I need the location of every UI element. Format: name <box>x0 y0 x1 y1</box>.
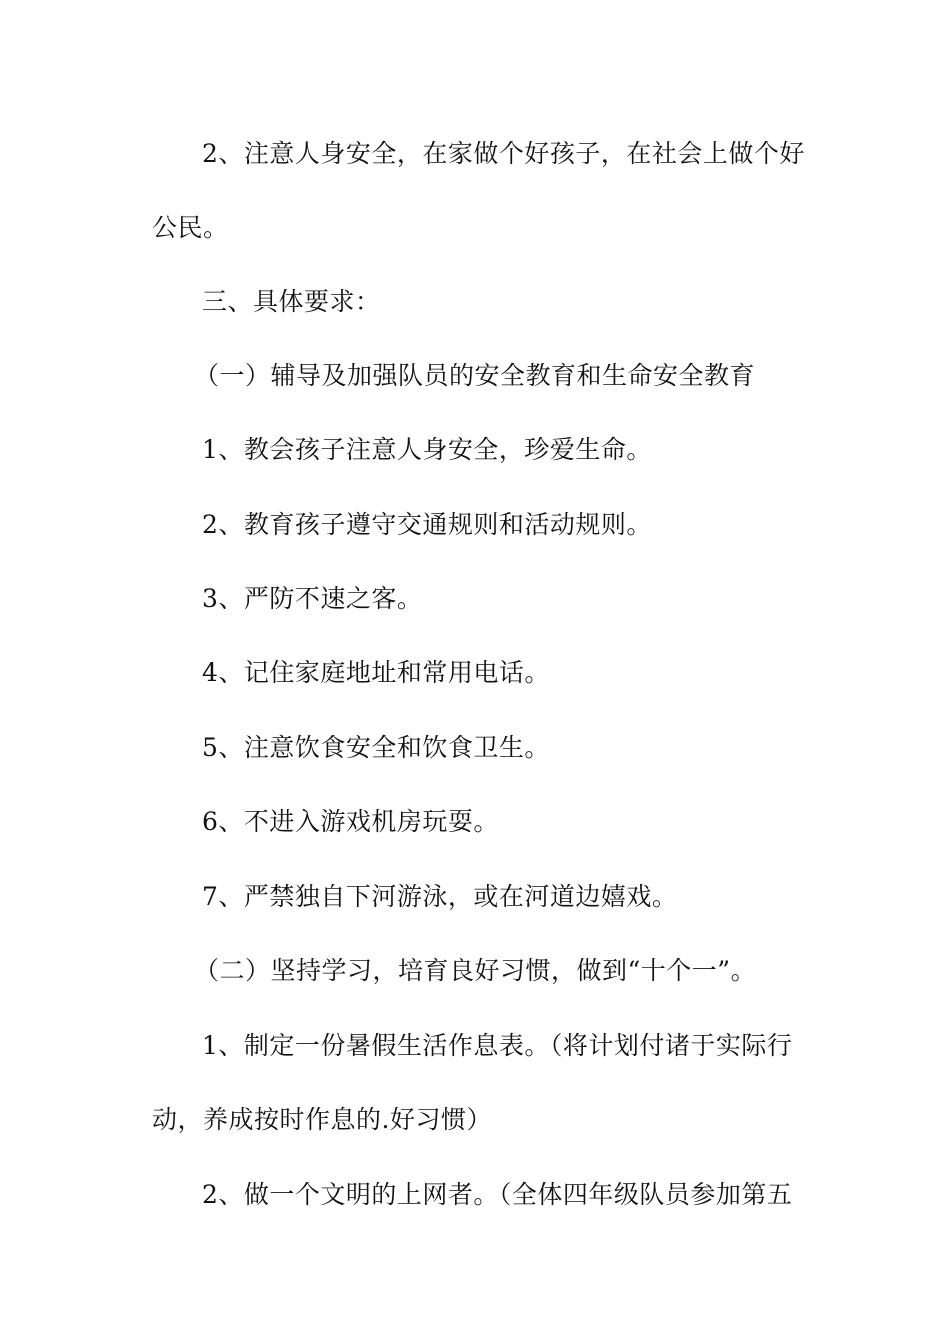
paragraph-line: 动，养成按时作息的.好习惯） <box>152 1105 492 1134</box>
list-item: 6、不进入游戏机房玩耍。 <box>202 807 499 836</box>
subsection-heading: （一）辅导及加强队员的安全教育和生命安全教育 <box>194 361 756 390</box>
paragraph-line: 公民。 <box>152 213 229 242</box>
list-item: 1、教会孩子注意人身安全，珍爱生命。 <box>202 435 652 464</box>
list-item: 7、严禁独自下河游泳，或在河道边嬉戏。 <box>202 882 678 911</box>
subsection-heading: （二）坚持学习，培育良好习惯，做到“十个一”。 <box>194 956 757 985</box>
list-item: 2、做一个文明的上网者。（全体四年级队员参加第五 <box>202 1180 793 1209</box>
list-item: 3、严防不速之客。 <box>202 584 423 613</box>
paragraph-line: 2、注意人身安全，在家做个好孩子，在社会上做个好 <box>202 139 805 168</box>
list-item: 1、制定一份暑假生活作息表。（将计划付诸于实际行 <box>202 1031 793 1060</box>
section-heading: 三、具体要求： <box>202 287 381 316</box>
list-item: 5、注意饮食安全和饮食卫生。 <box>202 733 550 762</box>
list-item: 2、教育孩子遵守交通规则和活动规则。 <box>202 510 652 539</box>
list-item: 4、记住家庭地址和常用电话。 <box>202 658 550 687</box>
